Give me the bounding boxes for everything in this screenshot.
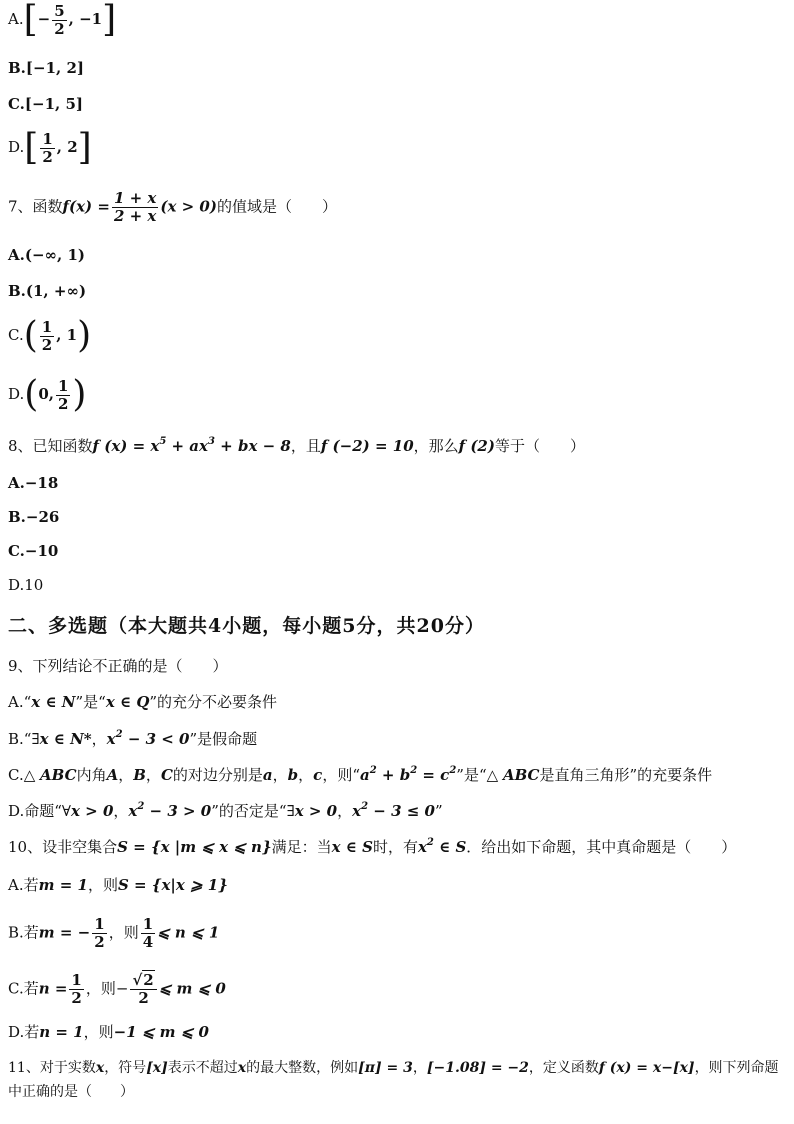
- option-text: B.若: [8, 923, 39, 942]
- math-text: , 2: [56, 138, 78, 156]
- q7-option-c: [8, 315, 786, 356]
- denominator: 2: [57, 394, 69, 413]
- option-label: D.: [8, 385, 25, 403]
- option-text: ，: [298, 766, 314, 784]
- math-text: x: [352, 802, 362, 820]
- question-text: 9、下列结论不正确的是（ ）: [8, 657, 228, 675]
- q8-option-c: [8, 541, 786, 561]
- right-bracket: ]: [102, 0, 117, 40]
- option-label: C.: [8, 326, 24, 344]
- exponent: 2: [369, 765, 377, 776]
- option-text: B.(1, +∞): [8, 282, 87, 300]
- math-text: x: [128, 802, 138, 820]
- heading-text: 分）: [444, 615, 485, 637]
- math-text: f (2): [458, 437, 495, 455]
- question-text: ，且: [290, 437, 321, 455]
- q8-option-d: [8, 575, 786, 595]
- option-text: ，则: [83, 1023, 114, 1041]
- fraction: [56, 378, 70, 413]
- question-text: 满足：当: [271, 838, 332, 856]
- left-paren: (: [23, 315, 38, 356]
- q11-stem: [8, 1056, 786, 1104]
- math-text: ⩽ n ⩽ 1: [157, 923, 220, 942]
- math-text: x ∈ N*: [39, 730, 92, 748]
- heading-number: 5: [342, 615, 357, 637]
- math-text: [x]: [146, 1060, 168, 1076]
- q9-option-c: [8, 765, 786, 785]
- option-text: C.若: [8, 979, 39, 998]
- exponent: 2: [137, 801, 145, 812]
- math-text: = c: [417, 766, 450, 784]
- option-text: ，则: [87, 876, 118, 894]
- sqrt: [132, 972, 154, 989]
- exponent: 3: [207, 436, 215, 447]
- right-paren: ): [72, 374, 87, 415]
- denominator: 2: [54, 19, 65, 38]
- q8-option-a: [8, 473, 786, 493]
- exponent: 2: [410, 765, 418, 776]
- option-text: C.−10: [8, 542, 59, 560]
- math-text: [π] = 3: [358, 1060, 413, 1076]
- exponent: 2: [115, 729, 123, 740]
- fraction: [112, 190, 158, 225]
- denominator: 2: [94, 933, 105, 951]
- option-text: ，: [337, 802, 353, 820]
- math-text: (x > 0): [160, 197, 217, 216]
- denominator: 2: [41, 335, 53, 354]
- math-text: 0,: [38, 385, 54, 403]
- question-text: 表示不超过: [167, 1060, 238, 1076]
- math-text: −1 ⩽ m ⩽ 0: [113, 1023, 209, 1041]
- math-text: x: [417, 838, 427, 856]
- math-text: C: [160, 766, 173, 784]
- question-text: 10、设非空集合: [8, 838, 118, 856]
- option-text: ，则−: [85, 979, 129, 998]
- numerator: 1: [41, 317, 53, 336]
- right-bracket: ]: [77, 127, 92, 168]
- option-text: C.△: [8, 766, 41, 784]
- numerator: 5: [54, 1, 65, 20]
- heading-text: 小题，每小题: [222, 615, 343, 637]
- left-bracket: [: [24, 127, 39, 168]
- numerator: 1: [142, 915, 154, 933]
- math-text: x ∈ S: [331, 838, 373, 856]
- q10-option-d: [8, 1022, 786, 1042]
- q7-option-b: [8, 281, 786, 301]
- math-text: m = −: [38, 923, 91, 942]
- sqrt-sign: √: [132, 971, 143, 989]
- math-text: b: [287, 766, 299, 784]
- math-text: f (x) = x−[x]: [598, 1060, 695, 1076]
- math-text: , 1: [56, 326, 78, 344]
- fraction: [141, 916, 155, 951]
- option-text: ，: [113, 802, 129, 820]
- math-text: m = 1: [38, 876, 88, 894]
- q9-option-a: [8, 692, 786, 712]
- right-paren: ): [77, 315, 92, 356]
- question-text: ，则下列命题中正确的是（ ）: [8, 1060, 779, 1100]
- option-text: D.10: [8, 576, 44, 594]
- minus-sign: −: [37, 10, 51, 28]
- denominator: 2: [138, 989, 149, 1007]
- left-bracket: [: [23, 0, 38, 40]
- option-text: ，: [118, 766, 134, 784]
- math-text: c: [313, 766, 323, 784]
- math-text: f (x) = x: [92, 437, 160, 455]
- math-text: a: [359, 766, 370, 784]
- question-text: 的值域是（ ）: [216, 197, 337, 216]
- option-text: B.[−1, 2]: [8, 59, 84, 77]
- option-text: D.若: [8, 1023, 40, 1041]
- q7-stem: [8, 190, 786, 225]
- math-text: , −1: [68, 10, 103, 28]
- denominator: 4: [142, 933, 154, 951]
- option-text: ，则: [108, 923, 139, 942]
- denominator: 2: [42, 147, 53, 166]
- math-text: + bx − 8: [214, 437, 291, 455]
- math-text: n =: [38, 979, 68, 998]
- option-label: A.: [8, 10, 24, 28]
- q7-option-a: [8, 245, 786, 265]
- math-text: x: [95, 1060, 105, 1076]
- option-text: ”是“: [75, 693, 106, 711]
- fraction: [40, 131, 54, 166]
- option-text: ，: [272, 766, 288, 784]
- option-text: ”是“△: [456, 766, 503, 784]
- q6-option-c: [8, 94, 786, 114]
- option-text: B.“∃: [8, 730, 40, 748]
- q9-option-b: [8, 729, 786, 749]
- math-text: B: [133, 766, 146, 784]
- q6-option-a: [8, 2, 786, 38]
- q6-option-b: [8, 58, 786, 78]
- heading-number: 20: [416, 615, 445, 637]
- question-text: ．给出如下命题，其中真命题是（ ）: [466, 838, 737, 856]
- left-paren: (: [24, 374, 39, 415]
- option-text: A.若: [8, 876, 39, 894]
- numerator: 1: [71, 971, 82, 989]
- question-text: 8、已知函数: [8, 437, 93, 455]
- denominator: 2: [71, 989, 82, 1007]
- option-text: 内角: [76, 766, 107, 784]
- option-text: ”的充分不必要条件: [149, 693, 278, 711]
- question-text: ，那么: [413, 437, 459, 455]
- option-text: A.(−∞, 1): [8, 246, 85, 264]
- q7-option-d: [8, 374, 786, 415]
- heading-text: 二、多选题（本大题共: [8, 615, 209, 637]
- numerator: 1 + x: [113, 189, 157, 207]
- heading-number: 4: [208, 615, 223, 637]
- numerator: 1: [94, 915, 105, 933]
- heading-text: 分，共: [356, 615, 417, 637]
- option-text: ，: [145, 766, 161, 784]
- math-text: ∈ S: [433, 838, 467, 856]
- math-text: − 3 ≤ 0: [368, 802, 435, 820]
- exponent: 2: [361, 801, 369, 812]
- q9-option-d: [8, 801, 786, 821]
- numerator: [130, 972, 156, 990]
- option-text: A.−18: [8, 474, 59, 492]
- q10-option-a: [8, 875, 786, 895]
- option-text: ，则“: [322, 766, 360, 784]
- option-text: ”的否定是“∃: [211, 802, 295, 820]
- question-text: 等于（ ）: [494, 437, 585, 455]
- option-text: D.命题“∀: [8, 802, 71, 820]
- exponent: 5: [159, 436, 167, 447]
- question-text: ，: [412, 1060, 427, 1076]
- math-text: − 3 > 0: [144, 802, 212, 820]
- math-text: A: [106, 766, 119, 784]
- math-text: x > 0: [70, 802, 114, 820]
- q9-stem: [8, 656, 786, 676]
- fraction: [52, 3, 66, 38]
- math-text: ABC: [502, 766, 540, 784]
- math-text: + b: [376, 766, 411, 784]
- q10-stem: [8, 837, 786, 857]
- question-text: 7、函数: [8, 197, 63, 216]
- fraction: [92, 916, 106, 951]
- math-text: [−1.08] = −2: [426, 1060, 529, 1076]
- option-label: D.: [8, 138, 25, 156]
- option-text: 的对边分别是: [172, 766, 263, 784]
- math-text: a: [262, 766, 273, 784]
- question-text: 的最大整数，例如: [246, 1060, 359, 1076]
- math-text: f(x) =: [62, 197, 110, 216]
- option-text: ”是假命题: [189, 730, 258, 748]
- option-text: ，: [91, 730, 107, 748]
- question-text: 时，有: [372, 838, 418, 856]
- q6-option-d: [8, 127, 786, 168]
- option-text: B.−26: [8, 508, 60, 526]
- option-text: C.[−1, 5]: [8, 95, 83, 113]
- math-text: ⩽ m ⩽ 0: [158, 979, 226, 998]
- question-text: ，符号: [104, 1060, 147, 1076]
- math-text: f (−2) = 10: [320, 437, 414, 455]
- math-text: x ∈ N: [31, 693, 76, 711]
- fraction: [40, 319, 54, 354]
- section-heading: [8, 614, 786, 638]
- math-text: S = {x |m ⩽ x ⩽ n}: [117, 838, 272, 856]
- exponent: 2: [426, 837, 434, 848]
- numerator: 1: [57, 376, 69, 395]
- option-text: ”: [434, 802, 443, 820]
- math-text: x > 0: [294, 802, 338, 820]
- q10-option-b: [8, 916, 786, 951]
- denominator: 2 + x: [113, 207, 157, 225]
- q8-option-b: [8, 507, 786, 527]
- fraction: [130, 972, 156, 1007]
- option-text: A.“: [8, 693, 32, 711]
- fraction: [69, 972, 83, 1007]
- math-text: S = {x|x ⩾ 1}: [117, 876, 228, 894]
- radicand: 2: [143, 971, 154, 989]
- math-text: + ax: [166, 437, 208, 455]
- question-text: ，定义函数: [528, 1060, 599, 1076]
- numerator: 1: [42, 129, 53, 148]
- question-text: 11、对于实数: [8, 1060, 96, 1076]
- option-text: 是直角三角形”的充要条件: [539, 766, 713, 784]
- math-text: x ∈ Q: [105, 693, 150, 711]
- math-text: x: [237, 1060, 247, 1076]
- exponent: 2: [449, 765, 457, 776]
- math-text: ABC: [40, 766, 77, 784]
- q8-stem: [8, 436, 786, 456]
- q10-option-c: [8, 972, 786, 1007]
- math-text: − 3 < 0: [122, 730, 190, 748]
- math-text: n = 1: [39, 1023, 84, 1041]
- math-text: x: [106, 730, 116, 748]
